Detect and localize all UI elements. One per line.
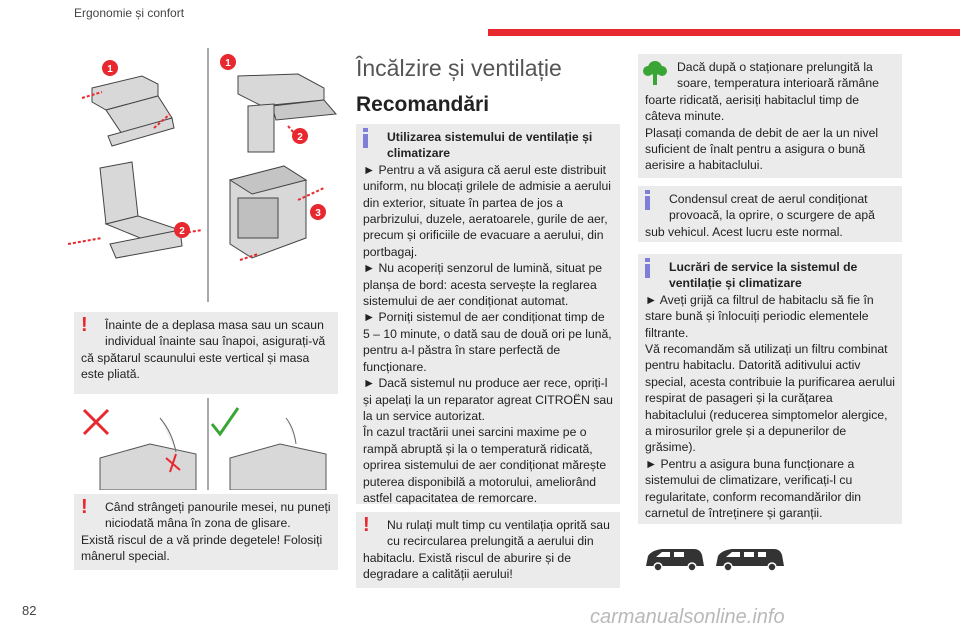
info-paragraph: ► Pentru a asigura buna funcționare a sistemului de climatizare, verificați-l cu regularitate, conform recomandărilor din carnetul de întreținere și garanții.: [645, 456, 862, 521]
warning-text-first: Când strângeți panourile mesei, nu puneți niciodată mâna în zona de glisare.: [105, 500, 331, 531]
watermark: carmanualsonline.info: [590, 606, 785, 628]
info-paragraph: ► Dacă sistemul nu produce aer rece, opriți-l și apelați la un reparator agreat CITROËN sau la un service autorizat.: [363, 376, 613, 423]
warning-box-ventilation: [356, 512, 620, 588]
info-paragraph: ► Nu acoperiți senzorul de lumină, situat pe planșa de bord: acesta servește la reglarea sistemului de aer condiționat automat.: [363, 261, 603, 309]
eco-text-extra: Plasați comanda de debit de aer la un nivel suficient de înalt pentru a asigura o bună aerisire a habitaclului.: [645, 125, 879, 173]
figure-label-3: 3: [315, 208, 321, 219]
warning-text-rest: Există riscul de a vă prinde degetele! Folosiți mânerul special.: [81, 532, 323, 564]
info-box-service: [638, 254, 902, 524]
info-box-condensation: [638, 186, 902, 242]
info-icon: [645, 258, 650, 278]
info-paragraph: ► Porniți sistemul de aer condiționat timp de 5 – 10 minute, o dată sau de două ori pe lună, pentru a-l păstra în stare perfectă de funcționare.: [363, 310, 612, 374]
info-box-ventilation: [356, 124, 620, 504]
info-paragraph: Vă recomandăm să utilizați un filtru combinat pentru habitaclu. Datorită aditivului activ special, acesta contribuie la purificarea aerului respirat de pasageri și la curățarea habitaclului (reducerea simptomelor alergice, a mirosurilor grele și a depunerilor de grăsime).: [645, 342, 895, 455]
info-paragraph: ► Aveți grijă ca filtrul de habitaclu să fie în stare bună și înlocuiți periodic elementele filtrante.: [645, 292, 874, 340]
wrong-cross-icon: [84, 410, 108, 434]
tree-eco-icon: [642, 58, 668, 86]
eco-text-rest: foarte ridicată, aerisiți habitaclul timp de câteva minute.: [645, 92, 860, 124]
warning-text-rest: că spătarul scaunului este vertical și masa este pliată.: [81, 350, 310, 382]
info-heading: Utilizarea sistemului de ventilație și climatizare: [387, 130, 593, 161]
warning-box-table: [74, 494, 338, 570]
info-heading: Lucrări de service la sistemul de ventilație și climatizare: [669, 260, 858, 291]
header-section-title: Ergonomie și confort: [74, 6, 185, 20]
info-paragraph: În cazul tractării unei sarcini maxime pe o rampă abruptă și la o temperatură ridicată, oprirea sistemului de aer condiționat mărește puterea disponibilă a motorului, ameliorând astfel capacitatea de remorcare.: [363, 425, 607, 505]
seat-table-illustration: [62, 48, 338, 302]
info-text-first: Condensul creat de aerul condiționat provoacă, la oprire, o scurgere de apă: [669, 192, 875, 223]
figure-label-1b: 1: [225, 58, 231, 69]
page-title: Încălzire și ventilație: [356, 55, 562, 81]
info-text-rest: sub vehicul. Acest lucru este normal.: [645, 224, 843, 239]
warning-icon: !: [81, 314, 88, 336]
warning-box-seat: [74, 312, 338, 394]
warning-text-first: Nu rulați mult timp cu ventilația oprită sau cu recircularea prelungită a aerului din: [387, 518, 610, 549]
figure-label-1a: 1: [107, 64, 113, 75]
warning-text-rest: habitaclu. Există riscul de aburire și de degradare a calității aerului!: [363, 550, 571, 582]
van-long-icon: [712, 546, 788, 572]
warning-icon: !: [81, 496, 88, 518]
header-accent-bar: [488, 29, 960, 36]
warning-text-first: Înainte de a deplasa masa sau un scaun individual înainte sau înapoi, asigurați-vă: [105, 318, 326, 349]
van-short-icon: [642, 546, 708, 572]
section-subtitle: Recomandări: [356, 93, 490, 116]
info-icon: [645, 190, 650, 210]
correct-check-icon: [212, 408, 238, 434]
figure-label-2b: 2: [179, 226, 185, 237]
figure-label-2a: 2: [297, 132, 303, 143]
info-icon: [363, 128, 368, 148]
warning-icon: !: [363, 514, 370, 536]
info-paragraph: ► Pentru a vă asigura că aerul este distribuit uniform, nu blocați grilele de admisie a aerului din exterior, situate în partea de jos a parbrizului, duzele, aeratoarele, gurile de aer, precum și orificiile de evacuare a aerului, din portbagaj.: [363, 162, 611, 259]
page-number: 82: [22, 603, 37, 618]
table-hand-illustration: [80, 398, 338, 490]
eco-text-first: Dacă după o staționare prelungită la soare, temperatura interioară rămâne: [677, 60, 879, 91]
eco-box-airing: [638, 54, 902, 178]
